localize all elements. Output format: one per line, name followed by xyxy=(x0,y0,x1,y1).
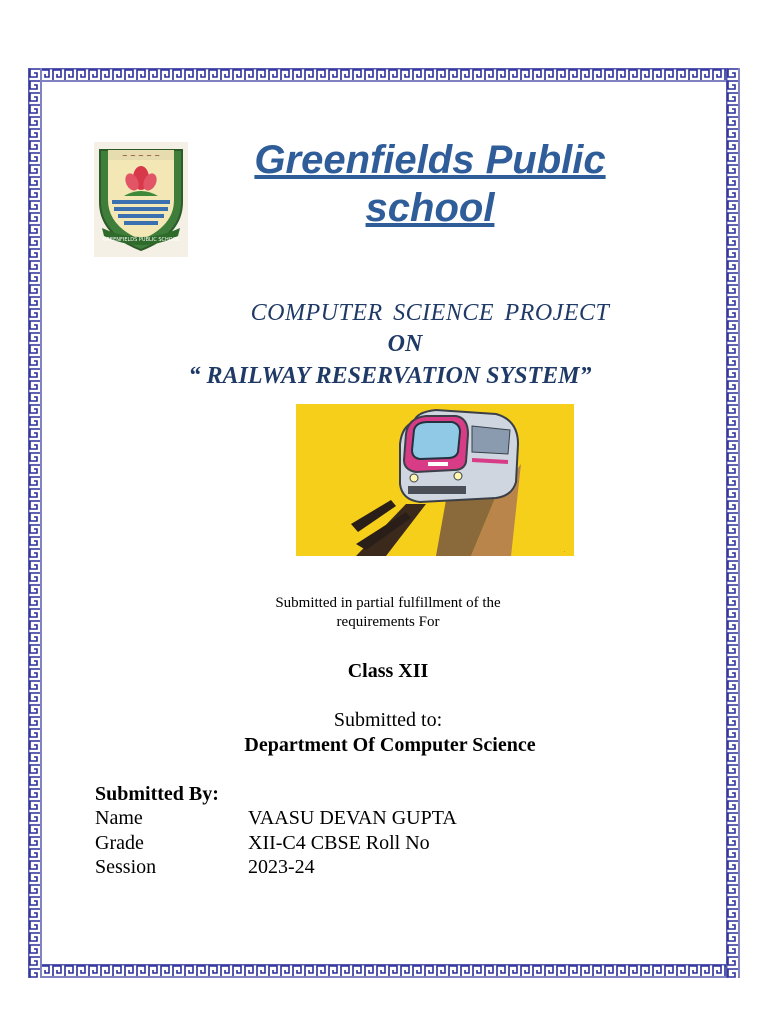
project-name: “ RAILWAY RESERVATION SYSTEM” xyxy=(188,363,592,389)
school-crest-icon xyxy=(94,142,188,257)
school-title xyxy=(215,136,645,232)
submitted-by-label: Submitted By: xyxy=(95,783,219,805)
fulfillment-text xyxy=(228,594,548,632)
class-label: Class XII xyxy=(347,660,429,682)
svg-text:~ ~ ~ ~ ~: ~ ~ ~ ~ ~ xyxy=(121,152,161,160)
detail-label: Name xyxy=(95,807,143,829)
detail-label: Grade xyxy=(95,832,144,854)
detail-value: 2023-24 xyxy=(248,856,315,878)
department-name: Department Of Computer Science xyxy=(244,734,536,756)
detail-value: XII-C4 CBSE Roll No xyxy=(248,832,430,854)
fulfillment-line2: requirements For xyxy=(336,614,440,630)
metro-train-icon xyxy=(296,404,574,556)
school-title-line2: school xyxy=(365,186,495,230)
fulfillment-line1: Submitted in partial fulfillment of the xyxy=(275,595,501,611)
detail-value: VAASU DEVAN GUPTA xyxy=(248,807,457,829)
project-heading: COMPUTER SCIENCE PROJECT xyxy=(250,300,610,326)
submitted-to-label: Submitted to: xyxy=(333,709,443,731)
detail-label: Session xyxy=(95,856,157,878)
svg-text:·: · xyxy=(562,550,567,552)
svg-text:GREENFIELDS PUBLIC SCHOOL: GREENFIELDS PUBLIC SCHOOL xyxy=(102,237,180,243)
school-title-line1: Greenfields Public xyxy=(254,138,606,182)
project-on: ON xyxy=(387,331,423,357)
